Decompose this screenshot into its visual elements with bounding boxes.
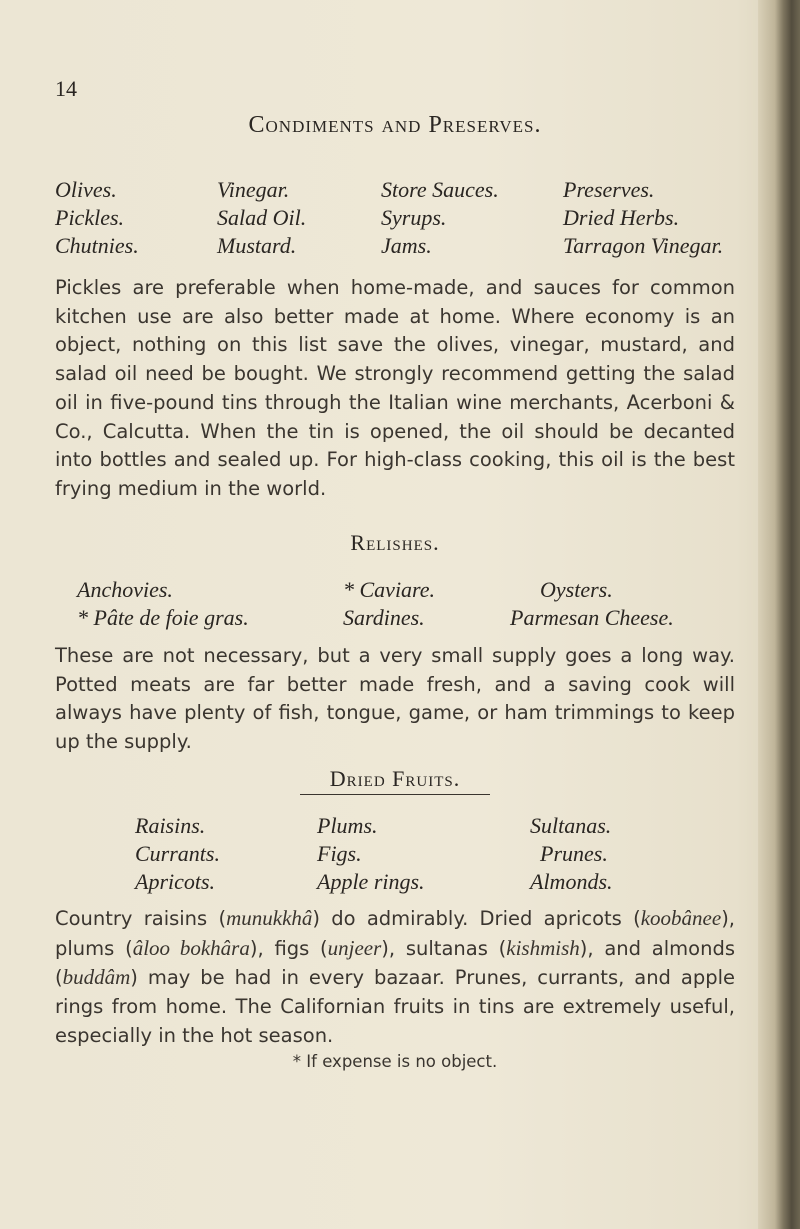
native-term: munukkhâ <box>226 906 313 930</box>
list-item: Raisins. <box>135 813 206 838</box>
list-item: Sardines. <box>343 605 425 630</box>
list-item: Preserves. <box>563 177 655 202</box>
dried-fruits-heading-text: Dried Fruits. <box>329 766 461 791</box>
list-item: * Caviare. <box>343 577 436 602</box>
list-item: Parmesan Cheese. <box>510 605 674 630</box>
list-item: Prunes. <box>540 841 608 866</box>
paragraph-text: Country raisins ( <box>55 907 227 930</box>
list-item: Vinegar. <box>217 177 290 202</box>
list-item: Tarragon Vinegar. <box>563 233 724 258</box>
list-item: Olives. <box>55 177 117 202</box>
list-item: Salad Oil. <box>217 205 307 230</box>
list-item: * Pâte de foie gras. <box>77 605 249 630</box>
paragraph-text: ), sultanas ( <box>381 936 507 960</box>
dried-fruits-list <box>55 813 735 903</box>
native-term: koobânee <box>640 906 722 930</box>
list-item: Almonds. <box>530 869 613 894</box>
relishes-heading <box>55 530 735 556</box>
list-item: Oysters. <box>540 577 613 602</box>
native-term: âloo bokhâra <box>132 935 250 960</box>
page-number: 14 <box>55 76 77 101</box>
condiments-paragraph: Pickles are preferable when home-made, and sauces for common kitchen use are also better made at home. Where economy is an object, nothing on this list save the olives, vinegar, mustard, and salad oil need be bought. We strongly recommend getting the salad oil in five-pound tins through the Italian wine merchants, Acerboni & Co., Calcutta. When the tin is opened, the oil should be decanted into bottles and sealed up. For high-class cooking, this oil is the best frying medium in the world. <box>55 276 735 500</box>
footnote: * If expense is no object. <box>292 1052 498 1071</box>
dried-fruits-heading <box>55 766 735 795</box>
native-term: buddâm <box>62 965 131 990</box>
list-item: Apple rings. <box>317 869 425 894</box>
paragraph-text: ) may be had in every bazaar. Prunes, currants, and apple rings from home. The Californian fruits in tins are extremely useful, especially in the hot season. <box>55 966 735 1047</box>
dried-fruits-paragraph <box>55 904 735 1051</box>
list-item: Figs. <box>317 841 362 866</box>
paragraph-text: ), and almonds ( <box>55 936 735 990</box>
list-item: Sultanas. <box>530 813 612 838</box>
list-item: Currants. <box>135 841 220 866</box>
paragraph-text: ) do admirably. Dried apricots ( <box>312 907 641 930</box>
list-item: Anchovies. <box>77 577 173 602</box>
list-item: Jams. <box>381 233 432 258</box>
list-item: Plums. <box>317 813 378 838</box>
relishes-paragraph: These are not necessary, but a very small supply goes a long way. Potted meats are far better made fresh, and a saving cook will always have plenty of fish, tongue, game, or ham trimmings to keep up the supply. <box>55 644 735 754</box>
list-item: Mustard. <box>217 233 297 258</box>
list-item: Syrups. <box>381 205 447 230</box>
relishes-list <box>55 577 735 637</box>
native-term: unjeer <box>327 935 382 960</box>
paragraph-text: ), figs ( <box>249 936 328 960</box>
relishes-heading-text: Relishes. <box>350 530 440 555</box>
heading-underline <box>300 794 490 795</box>
list-item: Chutnies. <box>55 233 139 258</box>
paragraph-text: ), plums ( <box>55 907 735 960</box>
list-item: Apricots. <box>135 869 216 894</box>
native-term: kishmish <box>506 935 580 960</box>
list-item: Pickles. <box>55 205 125 230</box>
page-edge-shadow <box>758 0 800 1229</box>
list-item: Store Sauces. <box>381 177 499 202</box>
condiments-list <box>55 177 735 267</box>
page-title: Condiments and Preserves. <box>248 112 542 138</box>
list-item: Dried Herbs. <box>563 205 680 230</box>
